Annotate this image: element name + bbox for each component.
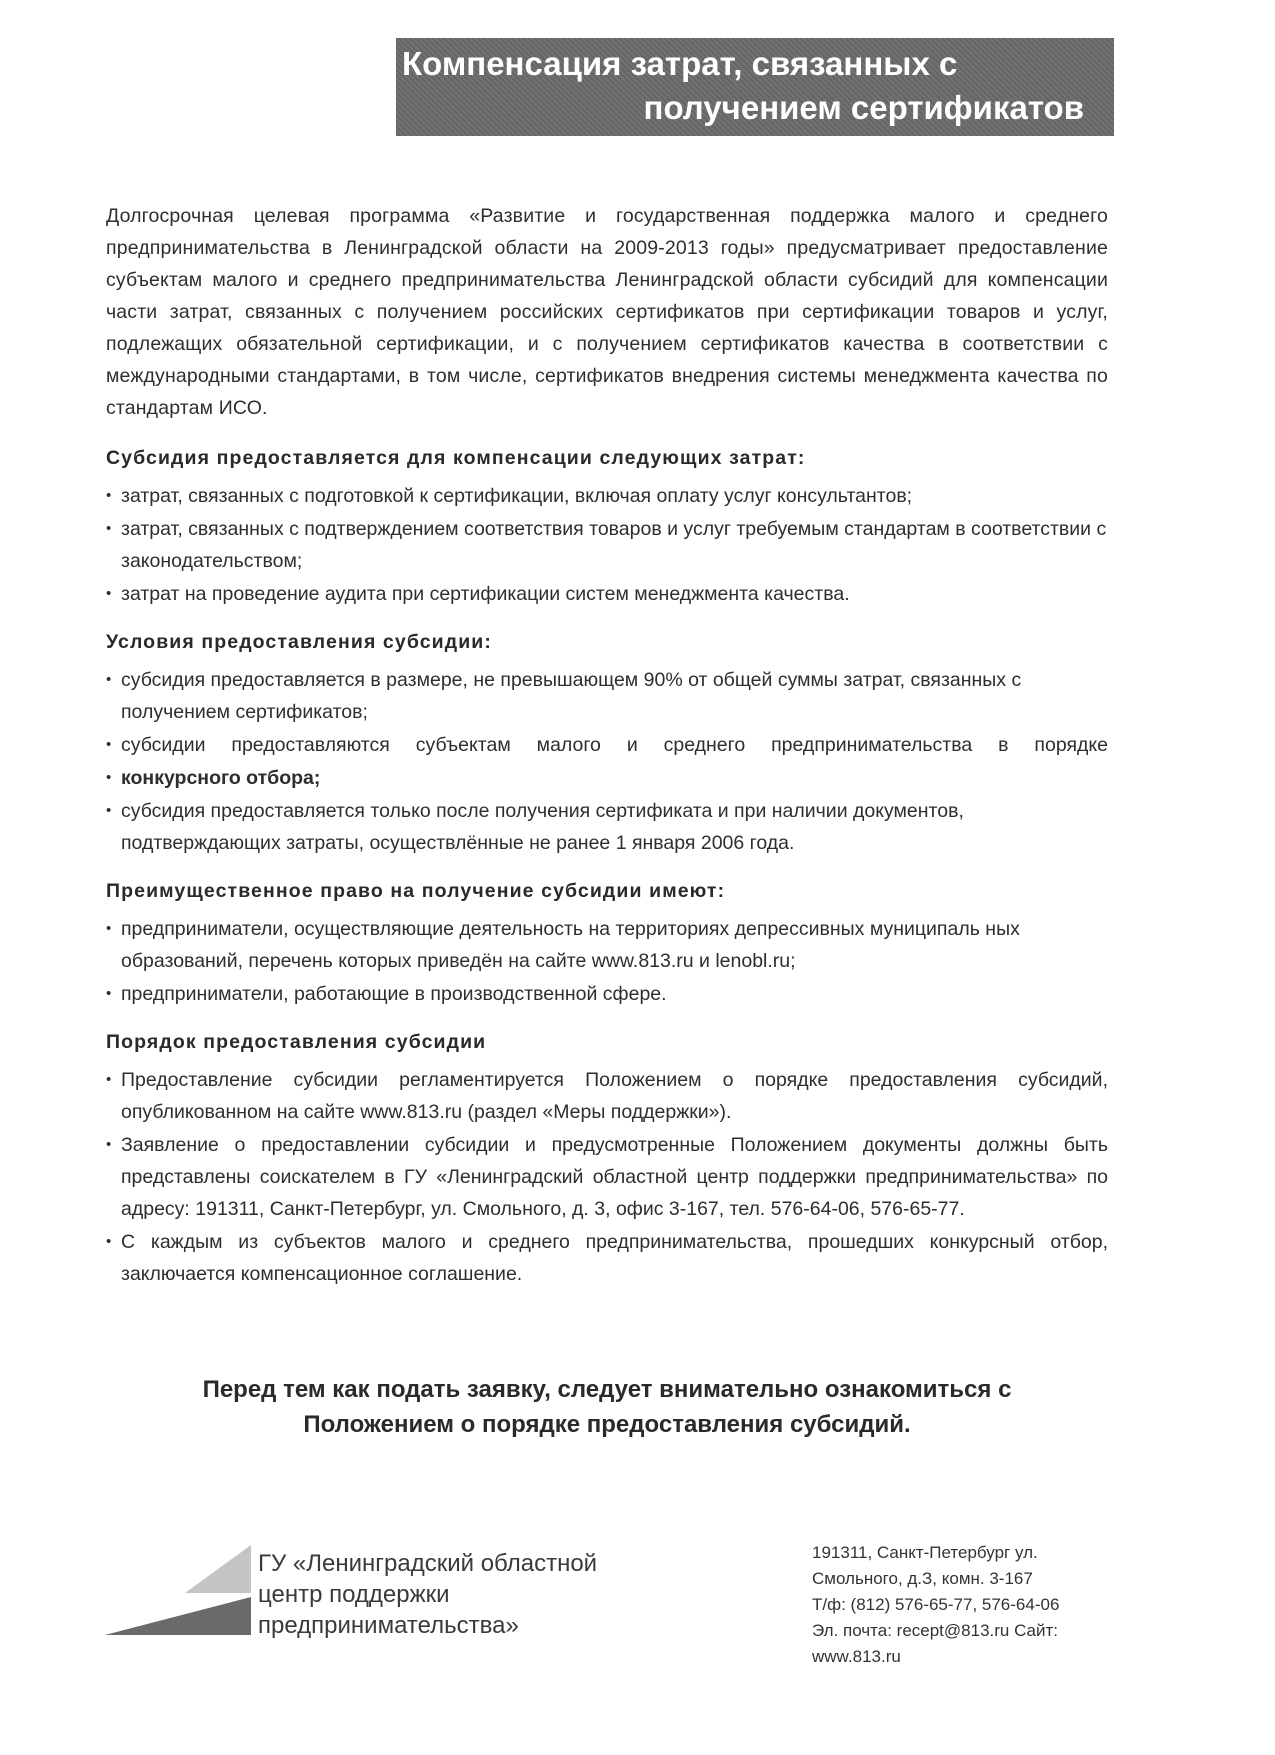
procedure-list — [106, 1064, 1108, 1290]
notice-line-1: Перед тем как подать заявку, следует внимательно ознакомиться с — [202, 1376, 1012, 1403]
section-expenses — [106, 442, 1108, 610]
section-procedure — [106, 1026, 1108, 1290]
list-item: • затрат, связанных с подтверждением соответствия товаров и услуг требуемым стандартам в соответствии с законодательством; — [106, 513, 1108, 577]
org-line: центр поддержки — [258, 1581, 450, 1608]
intro-paragraph: Долгосрочная целевая программа «Развитие и государственная поддержка малого и среднего предпринимательства в Ленинградской области на 2009-2013 годы» предусматривает предоставление субъектам малого и среднего предпринимательства Ленинградской области субсидий для компенсации части затрат, связанных с получением российских сертификатов при сертификации товаров и услуг, подлежащих обязательной сертификации, и с получением сертификатов качества в соответствии с международными стандартами, в том числе, сертификатов внедрения системы менеджмента качества по стандартам ИСО. — [106, 205, 1108, 419]
conditions-list — [106, 664, 1108, 859]
document-body — [106, 200, 1108, 1306]
org-line: предпринимательства» — [258, 1612, 519, 1639]
section-heading-expenses: Субсидия предоставляется для компенсации следующих затрат: — [106, 447, 806, 469]
org-line: ГУ «Ленинградский областной — [258, 1550, 598, 1577]
list-item: • субсидия предоставляется только после получения сертификата и при наличии документов, подтверждающих затраты, осуществлённые не ранее 1 января 2006 года. — [106, 795, 1108, 859]
list-item: • предприниматели, работающие в производственной сфере. — [106, 978, 1108, 1010]
notice-line-2: Положением о порядке предоставления субсидий. — [303, 1411, 911, 1438]
title-line-2: получением сертификатов — [643, 89, 1084, 126]
list-item: • Предоставление субсидии регламентируется Положением о порядке предоставления субсидий, опубликованном на сайте www.813.ru (раздел «Меры поддержки»). — [106, 1064, 1108, 1128]
priority-list — [106, 913, 1108, 1010]
contact-line: 191311, Санкт-Петербург ул. — [812, 1543, 1038, 1562]
document-title — [396, 38, 1114, 136]
contact-line: Т/ф: (812) 576-65-77, 576-64-06 — [812, 1595, 1060, 1614]
section-conditions — [106, 626, 1108, 859]
footer-organization-name — [258, 1548, 678, 1641]
section-heading-priority: Преимущественное право на получение субсидии имеют: — [106, 880, 726, 902]
list-item: • затрат на проведение аудита при сертификации систем менеджмента качества. — [106, 578, 1108, 610]
list-item — [106, 729, 1108, 761]
logo-dark-triangle — [105, 1597, 251, 1635]
organization-logo — [105, 1545, 251, 1637]
section-heading-procedure: Порядок предоставления субсидии — [106, 1031, 487, 1053]
list-item: • С каждым из субъектов малого и среднего предпринимательства, прошедших конкурсный отбор, заключается компенсационное соглашение. — [106, 1226, 1108, 1290]
contact-line: www.813.ru — [812, 1647, 901, 1666]
footer-contacts — [812, 1540, 1132, 1670]
list-item: • предприниматели, осуществляющие деятельность на территориях депрессивных муниципаль ных образований, перечень которых приведён на сайте www.813.ru и lenobl.ru; — [106, 913, 1108, 977]
section-heading-conditions: Условия предоставления субсидии: — [106, 631, 492, 653]
logo-light-triangle — [185, 1545, 251, 1593]
notice-text — [106, 1372, 1108, 1442]
list-item-continuation — [106, 762, 1108, 794]
section-priority — [106, 875, 1108, 1010]
title-line-1: Компенсация затрат, связанных с — [402, 45, 958, 82]
contact-line: Смольного, д.З, комн. 3-167 — [812, 1569, 1033, 1588]
expenses-list — [106, 480, 1108, 610]
list-item-text: субсидии предоставляются субъектам малого и среднего предпринимательства в порядке — [121, 734, 1108, 756]
list-item: • субсидия предоставляется в размере, не превышающем 90% от общей суммы затрат, связанных с получением сертификатов; — [106, 664, 1108, 728]
list-item: • Заявление о предоставлении субсидии и предусмотренные Положением документы должны быть представлены соискателем в ГУ «Ленинградский областной центр поддержки предпринимательства» по адресу: 191311, Санкт-Петербург, ул. Смольного, д. 3, офис 3-167, тел. 576-64-06, 576-65-77. — [106, 1129, 1108, 1225]
contact-line: Эл. почта: recept@813.ru Сайт: — [812, 1621, 1059, 1640]
list-item: • затрат, связанных с подготовкой к сертификации, включая оплату услуг консультантов; — [106, 480, 1108, 512]
list-item-bold-text: конкурсного отбора; — [121, 767, 321, 789]
